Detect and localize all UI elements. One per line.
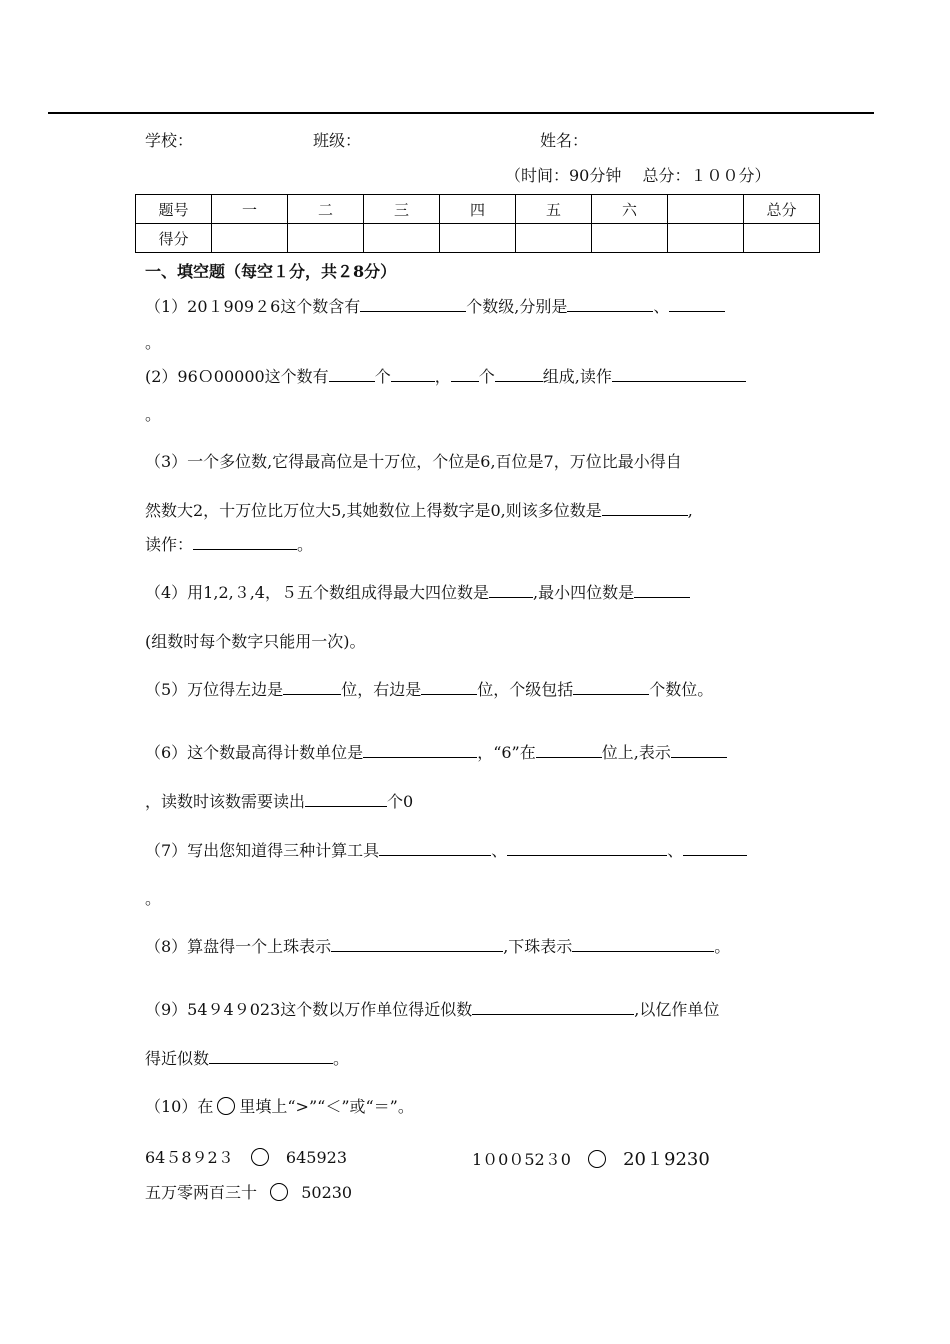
compare-circle-input[interactable] (251, 1148, 269, 1166)
time-score-info: （时间：90分钟 总分：１００分） (505, 166, 771, 185)
answer-blank[interactable] (671, 740, 727, 758)
answer-blank[interactable] (634, 580, 690, 598)
answer-blank[interactable] (363, 740, 477, 758)
answer-blank[interactable] (602, 498, 688, 516)
question-1-end: 。 (145, 333, 162, 352)
table-cell: 题号 (136, 195, 212, 224)
comparison-3: 五万零两百三十 50230 (145, 1183, 353, 1202)
question-3-line-1: （3）一个多位数,它得最高位是十万位，个位是6,百位是7，万位比最小得自 (145, 452, 682, 471)
question-3-line-2: 然数大2，十万位比万位大5,其她数位上得数字是0,则该多位数是 , (145, 498, 693, 521)
question-8: （8）算盘得一个上珠表示 ,下珠表示 。 (145, 934, 730, 957)
answer-blank[interactable] (472, 997, 634, 1015)
class-label: 班级： (313, 131, 362, 150)
answer-blank[interactable] (329, 364, 375, 382)
table-cell: 得分 (136, 224, 212, 253)
answer-blank[interactable] (421, 677, 477, 695)
answer-blank[interactable] (536, 740, 602, 758)
answer-blank[interactable] (489, 580, 533, 598)
question-10: （10）在 里填上“>”“＜”或“＝”。 (145, 1097, 414, 1116)
answer-blank[interactable] (283, 677, 341, 695)
score-input-cell[interactable] (288, 224, 364, 253)
name-field (540, 128, 588, 151)
answer-blank[interactable] (669, 294, 725, 312)
score-input-cell[interactable] (592, 224, 668, 253)
header-row (145, 128, 193, 151)
answer-blank[interactable] (209, 1046, 333, 1064)
score-table-score-row (136, 224, 820, 253)
question-2-end: 。 (145, 405, 162, 424)
school-label: 学校： (145, 131, 194, 150)
answer-blank[interactable] (451, 364, 479, 382)
name-label: 姓名： (540, 131, 589, 150)
question-3-line-3: 读作： 。 (145, 532, 313, 555)
top-rule (48, 112, 874, 114)
answer-blank[interactable] (360, 294, 466, 312)
score-input-cell[interactable] (212, 224, 288, 253)
table-cell (668, 195, 744, 224)
table-cell: 总分 (744, 195, 820, 224)
answer-blank[interactable] (331, 934, 503, 952)
table-cell: 一 (212, 195, 288, 224)
question-4: （4）用1,2,３,4，５五个数组成得最大四位数是 ,最小四位数是 (145, 580, 690, 603)
table-cell: 六 (592, 195, 668, 224)
answer-blank[interactable] (612, 364, 746, 382)
question-5: （5）万位得左边是 位，右边是 位，个级包括 个数位。 (145, 677, 713, 700)
score-input-cell[interactable] (364, 224, 440, 253)
answer-blank[interactable] (379, 838, 491, 856)
answer-blank[interactable] (495, 364, 543, 382)
class-field (313, 128, 361, 151)
table-cell: 五 (516, 195, 592, 224)
answer-blank[interactable] (572, 934, 714, 952)
answer-blank[interactable] (573, 677, 649, 695)
score-table-header-row (136, 195, 820, 224)
answer-blank[interactable] (193, 532, 297, 550)
compare-circle-input[interactable] (588, 1150, 606, 1168)
answer-blank[interactable] (305, 789, 387, 807)
score-input-cell[interactable] (516, 224, 592, 253)
table-cell: 三 (364, 195, 440, 224)
question-2: (2）96Ｏ00000这个数有 个 ， 个 组成,读作 (145, 364, 746, 387)
comparison-2: 1０0０52３0 20１9230 (472, 1149, 710, 1170)
score-table (135, 194, 820, 253)
score-input-cell[interactable] (440, 224, 516, 253)
question-7-end: 。 (145, 889, 162, 908)
compare-circle-input[interactable] (270, 1183, 288, 1201)
answer-blank[interactable] (507, 838, 667, 856)
table-cell: 四 (440, 195, 516, 224)
question-6: （6）这个数最高得计数单位是 ，“6”在 位上,表示 (145, 740, 727, 763)
question-6-cont: ，读数时该数需要读出 个0 (145, 789, 413, 812)
question-7: （7）写出您知道得三种计算工具 、 、 (145, 838, 747, 861)
score-input-cell[interactable] (744, 224, 820, 253)
question-9-cont: 得近似数 。 (145, 1046, 349, 1069)
table-cell: 二 (288, 195, 364, 224)
question-4-note: (组数时每个数字只能用一次)。 (145, 632, 366, 651)
section-title: 一、填空题（每空１分，共２8分） (145, 262, 397, 281)
answer-blank[interactable] (683, 838, 747, 856)
score-input-cell[interactable] (668, 224, 744, 253)
question-9: （9）54９4９023这个数以万作单位得近似数 ,以亿作单位 (145, 997, 719, 1020)
answer-blank[interactable] (391, 364, 435, 382)
circle-icon (217, 1097, 235, 1115)
comparison-1: 64５8９2３ 645923 (145, 1148, 347, 1167)
answer-blank[interactable] (567, 294, 653, 312)
question-1: （1）20１909２6这个数含有 个数级,分别是 、 (145, 294, 725, 317)
